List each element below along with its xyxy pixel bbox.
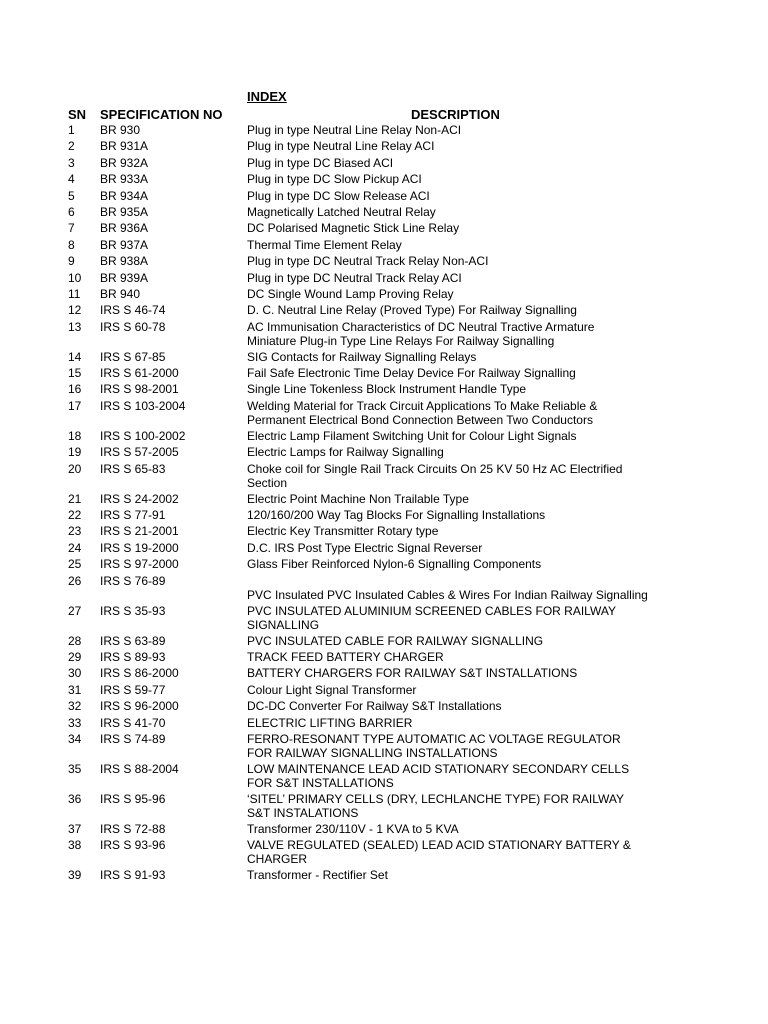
index-table (0, 123, 768, 885)
row-description: AC Immunisation Characteristics of DC Neutral Tractive Armature Miniature Plug-in Type Line Relays For Railway Signalling (247, 319, 595, 348)
row-description: VALVE REGULATED (SEALED) LEAD ACID STATIONARY BATTERY & CHARGER (247, 838, 631, 867)
table-row (0, 320, 768, 350)
row-description: D. C. Neutral Line Relay (Proved Type) For Railway Signalling (247, 303, 577, 318)
row-sn: 12 (68, 303, 82, 318)
table-row (0, 462, 768, 492)
row-sn: 24 (68, 540, 82, 555)
row-sn: 32 (68, 699, 82, 714)
row-description: Electric Point Machine Non Trailable Type (247, 491, 469, 506)
table-row (0, 716, 768, 732)
table-row (0, 221, 768, 237)
row-description: Plug in type DC Neutral Track Relay ACI (247, 270, 462, 285)
table-row (0, 732, 768, 762)
table-row (0, 382, 768, 398)
table-row (0, 792, 768, 822)
row-specification-no: IRS S 61-2000 (100, 366, 179, 381)
row-sn: 27 (68, 603, 82, 618)
row-specification-no: IRS S 91-93 (100, 868, 166, 883)
column-header-specification: SPECIFICATION NO (100, 107, 223, 122)
table-row (0, 508, 768, 524)
row-description: Choke coil for Single Rail Track Circuits On 25 KV 50 Hz AC Electrified Section (247, 461, 623, 490)
row-description: DC Single Wound Lamp Proving Relay (247, 286, 454, 301)
table-row (0, 650, 768, 666)
row-description: Plug in type Neutral Line Relay Non-ACI (247, 123, 462, 137)
row-specification-no: IRS S 67-85 (100, 349, 166, 364)
row-description: Electric Lamp Filament Switching Unit for Colour Light Signals (247, 428, 577, 443)
row-sn: 16 (68, 382, 82, 397)
table-row (0, 683, 768, 699)
row-specification-no: IRS S 103-2004 (100, 398, 186, 413)
row-specification-no: IRS S 88-2004 (100, 761, 179, 776)
row-description: Transformer 230/110V - 1 KVA to 5 KVA (247, 821, 459, 836)
row-description: Thermal Time Element Relay (247, 237, 402, 252)
table-row (0, 350, 768, 366)
row-specification-no: IRS S 89-93 (100, 649, 166, 664)
row-sn: 4 (68, 172, 75, 187)
row-specification-no: IRS S 24-2002 (100, 491, 179, 506)
row-sn: 19 (68, 445, 82, 460)
row-specification-no: BR 934A (100, 188, 149, 203)
row-specification-no: IRS S 35-93 (100, 603, 166, 618)
row-sn: 37 (68, 821, 82, 836)
row-sn: 23 (68, 524, 82, 539)
row-specification-no: IRS S 77-91 (100, 508, 166, 523)
row-description: PVC Insulated PVC Insulated Cables & Wires For Indian Railway Signalling (247, 587, 648, 602)
row-sn: 3 (68, 155, 75, 170)
row-description: Colour Light Signal Transformer (247, 682, 417, 697)
row-sn: 34 (68, 731, 82, 746)
row-specification-no: IRS S 63-89 (100, 633, 166, 648)
row-description: PVC INSULATED ALUMINIUM SCREENED CABLES FOR RAILWAY SIGNALLING (247, 603, 616, 632)
row-description: Electric Key Transmitter Rotary type (247, 524, 439, 539)
row-sn: 15 (68, 366, 82, 381)
row-sn: 38 (68, 838, 82, 853)
row-description: Single Line Tokenless Block Instrument Handle Type (247, 382, 527, 397)
table-row (0, 172, 768, 188)
table-row (0, 574, 768, 604)
row-description: Plug in type DC Slow Pickup ACI (247, 172, 422, 187)
row-description: TRACK FEED BATTERY CHARGER (247, 649, 444, 664)
table-row (0, 541, 768, 557)
column-header-sn: SN (68, 107, 87, 122)
row-specification-no: IRS S 19-2000 (100, 540, 179, 555)
row-sn: 11 (68, 286, 81, 301)
row-sn: 28 (68, 633, 82, 648)
row-sn: 9 (68, 254, 75, 269)
row-sn: 21 (68, 491, 82, 506)
row-specification-no: IRS S 57-2005 (100, 445, 179, 460)
row-description: Transformer - Rectifier Set (247, 868, 388, 883)
row-specification-no: BR 930 (100, 123, 141, 137)
table-row (0, 666, 768, 682)
table-row (0, 699, 768, 715)
table-row (0, 492, 768, 508)
table-row (0, 399, 768, 429)
row-sn: 8 (68, 237, 75, 252)
row-specification-no: IRS S 86-2000 (100, 666, 179, 681)
row-specification-no: IRS S 46-74 (100, 303, 166, 318)
table-row (0, 123, 768, 139)
row-description: DC-DC Converter For Railway S&T Installations (247, 699, 502, 714)
row-description: PVC INSULATED CABLE FOR RAILWAY SIGNALLING (247, 633, 544, 648)
row-description: Glass Fiber Reinforced Nylon-6 Signalling Components (247, 557, 542, 572)
row-sn: 10 (68, 270, 82, 285)
row-description: Electric Lamps for Railway Signalling (247, 445, 444, 460)
row-sn: 1 (68, 123, 75, 137)
row-specification-no: IRS S 74-89 (100, 731, 166, 746)
row-sn: 5 (68, 188, 75, 203)
row-description: DC Polarised Magnetic Stick Line Relay (247, 221, 460, 236)
row-description: FERRO-RESONANT TYPE AUTOMATIC AC VOLTAGE REGULATOR FOR RAILWAY SIGNALLING INSTALLATIONS (247, 731, 621, 760)
row-sn: 26 (68, 573, 82, 588)
row-specification-no: IRS S 65-83 (100, 461, 166, 476)
row-specification-no: BR 935A (100, 204, 149, 219)
row-sn: 14 (68, 349, 82, 364)
row-specification-no: BR 938A (100, 254, 149, 269)
row-sn: 30 (68, 666, 82, 681)
row-specification-no: BR 937A (100, 237, 149, 252)
table-row (0, 287, 768, 303)
row-description: D.C. IRS Post Type Electric Signal Reverser (247, 540, 483, 555)
row-description: Welding Material for Track Circuit Applications To Make Reliable & Permanent Electrical Bond Connection Between Two Conductors (247, 398, 598, 427)
table-row (0, 634, 768, 650)
row-specification-no: BR 940 (100, 286, 141, 301)
row-sn: 35 (68, 761, 82, 776)
row-specification-no: IRS S 97-2000 (100, 557, 179, 572)
row-sn: 18 (68, 428, 82, 443)
row-specification-no: BR 931A (100, 139, 149, 154)
table-row (0, 238, 768, 254)
row-description: SIG Contacts for Railway Signalling Relays (247, 349, 477, 364)
row-sn: 29 (68, 649, 82, 664)
row-description: Plug in type DC Slow Release ACI (247, 188, 430, 203)
table-row (0, 445, 768, 461)
table-row (0, 762, 768, 792)
table-row (0, 524, 768, 540)
row-description: Magnetically Latched Neutral Relay (247, 204, 436, 219)
table-row (0, 254, 768, 270)
row-sn: 36 (68, 791, 82, 806)
table-row (0, 139, 768, 155)
row-description: BATTERY CHARGERS FOR RAILWAY S&T INSTALLATIONS (247, 666, 578, 681)
row-specification-no: IRS S 21-2001 (100, 524, 179, 539)
row-specification-no: BR 932A (100, 155, 149, 170)
table-row (0, 271, 768, 287)
table-row (0, 868, 768, 884)
column-header-description: DESCRIPTION (411, 107, 500, 122)
row-sn: 7 (68, 221, 75, 236)
table-row (0, 205, 768, 221)
row-sn: 6 (68, 204, 75, 219)
row-description: Plug in type DC Neutral Track Relay Non-ACI (247, 254, 489, 269)
row-description: ‘SITEL’ PRIMARY CELLS (DRY, LECHLANCHE TYPE) FOR RAILWAY S&T INSTALATIONS (247, 791, 624, 820)
row-sn: 13 (68, 319, 82, 334)
row-description: ELECTRIC LIFTING BARRIER (247, 715, 413, 730)
row-specification-no: IRS S 41-70 (100, 715, 166, 730)
row-specification-no: IRS S 100-2002 (100, 428, 186, 443)
row-specification-no: IRS S 96-2000 (100, 699, 179, 714)
row-description: LOW MAINTENANCE LEAD ACID STATIONARY SECONDARY CELLS FOR S&T INSTALLATIONS (247, 761, 630, 790)
row-specification-no: IRS S 72-88 (100, 821, 166, 836)
table-row (0, 429, 768, 445)
row-specification-no: IRS S 59-77 (100, 682, 166, 697)
row-sn: 33 (68, 715, 82, 730)
table-row (0, 604, 768, 634)
row-sn: 22 (68, 508, 82, 523)
page-title: INDEX (247, 89, 287, 104)
row-sn: 20 (68, 461, 82, 476)
table-row (0, 156, 768, 172)
row-sn: 25 (68, 557, 82, 572)
table-row (0, 557, 768, 573)
row-sn: 17 (68, 398, 82, 413)
table-row (0, 303, 768, 319)
table-row (0, 189, 768, 205)
row-sn: 31 (68, 682, 82, 697)
row-specification-no: IRS S 60-78 (100, 319, 166, 334)
row-specification-no: BR 939A (100, 270, 149, 285)
table-row (0, 822, 768, 838)
row-specification-no: IRS S 95-96 (100, 791, 166, 806)
row-description: Fail Safe Electronic Time Delay Device For Railway Signalling (247, 366, 576, 381)
row-specification-no: IRS S 93-96 (100, 838, 166, 853)
row-specification-no: BR 933A (100, 172, 149, 187)
row-description: Plug in type DC Biased ACI (247, 155, 394, 170)
row-specification-no: IRS S 98-2001 (100, 382, 179, 397)
row-description: 120/160/200 Way Tag Blocks For Signalling Installations (247, 508, 546, 523)
row-specification-no: IRS S 76-89 (100, 573, 166, 588)
table-row (0, 366, 768, 382)
table-row (0, 838, 768, 868)
row-specification-no: BR 936A (100, 221, 149, 236)
row-sn: 2 (68, 139, 75, 154)
row-sn: 39 (68, 868, 82, 883)
row-description: Plug in type Neutral Line Relay ACI (247, 139, 435, 154)
